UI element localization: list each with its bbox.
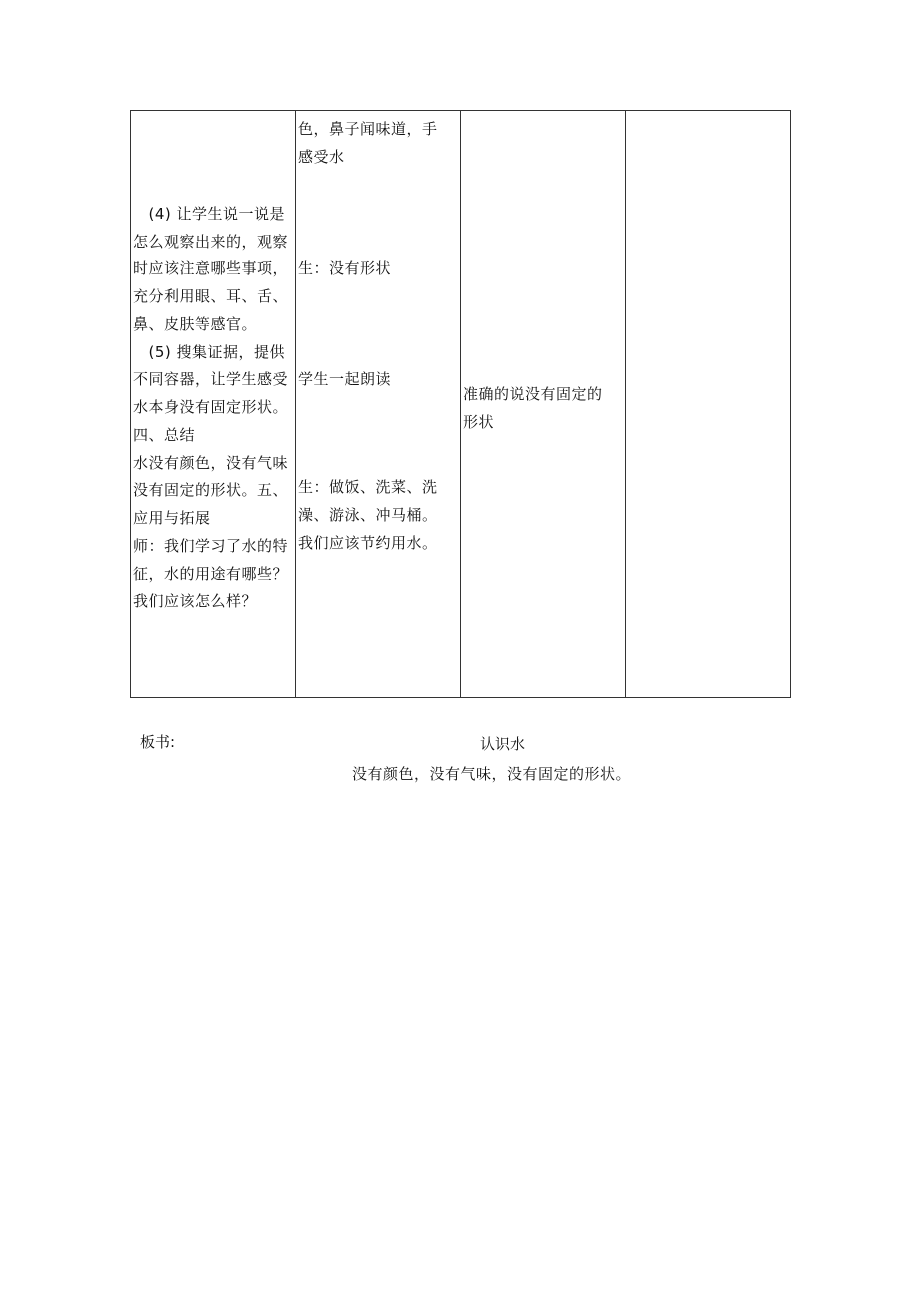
student-line: 我们应该节约用水。: [298, 534, 438, 552]
activity-line: (4) 让学生说一说是: [133, 205, 286, 223]
activity-line: 时应该注意哪些事项，: [133, 259, 289, 277]
activity-line: 我们应该怎么样？: [133, 592, 258, 610]
activity-line: 水没有颜色，没有气味: [133, 454, 289, 472]
student-line: 澡、游泳、冲马桶。: [298, 506, 438, 524]
student-activity-cell: [296, 111, 460, 697]
student-answer: 生：做饭、洗菜、洗: [298, 478, 438, 496]
student-answer: 生：没有形状: [298, 259, 392, 277]
activity-line: 水本身没有固定形状。: [133, 398, 289, 416]
activity-line: 师：我们学习了水的特: [133, 537, 289, 555]
blackboard-title: 认识水: [480, 735, 526, 753]
activity-line: (5) 搜集证据，提供: [133, 343, 286, 361]
blackboard-summary: 没有颜色，没有气味，没有固定的形状。: [352, 765, 632, 783]
activity-line: 不同容器，让学生感受: [133, 370, 289, 388]
activity-line: 充分利用眼、耳、舌、: [133, 287, 289, 305]
empty-cell: [626, 111, 790, 697]
activity-line: 鼻、皮肤等感官。: [133, 315, 258, 333]
notes-cell: [461, 111, 625, 697]
activity-line: 征，水的用途有哪些？: [133, 565, 289, 583]
lesson-table: [130, 110, 791, 698]
activity-line: 没有固定的形状。五、: [133, 481, 289, 499]
note-line: 准确的说没有固定的: [463, 385, 603, 403]
section-heading: 应用与拓展: [133, 509, 211, 527]
student-line: 学生一起朗读: [298, 370, 392, 388]
student-line: 色，鼻子闻味道，手: [298, 120, 438, 138]
student-line: 感受水: [298, 148, 345, 166]
activity-line: 怎么观察出来的，观察: [133, 233, 289, 251]
section-heading: 四、总结: [133, 426, 196, 444]
blackboard-label: 板书:: [140, 733, 176, 751]
teacher-activity-cell: [131, 111, 295, 697]
note-line: 形状: [463, 413, 495, 431]
